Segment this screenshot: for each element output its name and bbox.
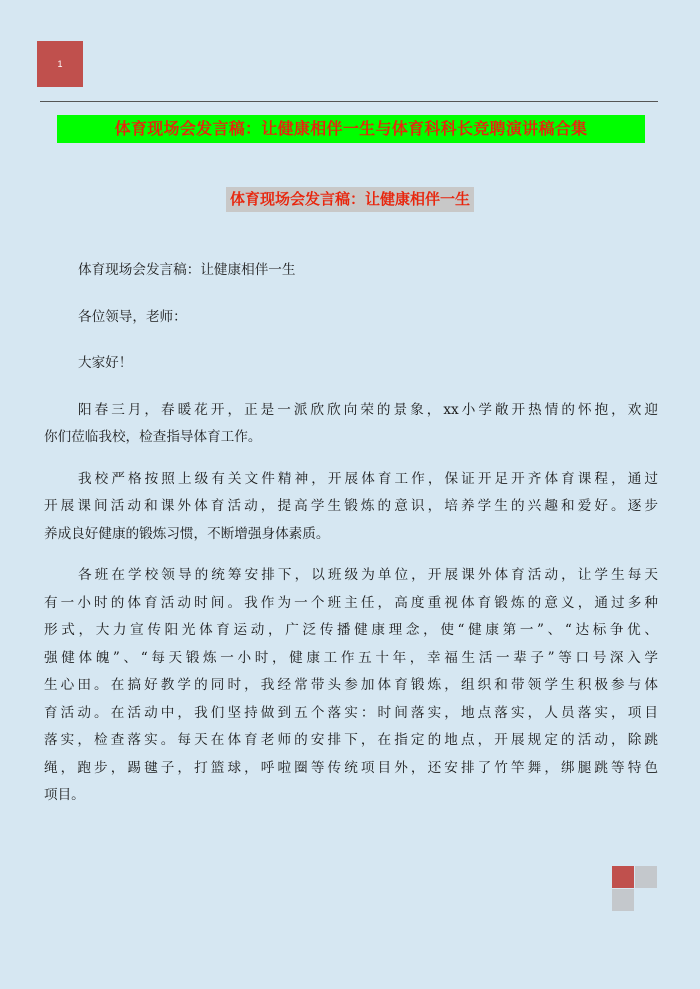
paragraph-line: 各班在学校领导的统筹安排下，以班级为单位，开展课外体育活动，让学生每天 xyxy=(78,567,658,583)
corner-decoration xyxy=(612,866,658,912)
page-number-badge: 1 xyxy=(37,41,83,87)
paragraph-line: 你们莅临我校，检查指导体育工作。 xyxy=(44,429,262,445)
paragraph-line: 落实，检查落实。每天在体育老师的安排下，在指定的地点，开展规定的活动，除跳 xyxy=(44,732,658,748)
paragraph-line: 生心田。在搞好教学的同时，我经常带头参加体育锻炼，组织和带领学生积极参与体 xyxy=(44,677,658,693)
salutation-line: 各位领导，老师： xyxy=(78,308,187,325)
greeting-line: 大家好！ xyxy=(78,355,133,371)
paragraph-line: 有一小时的体育活动时间。我作为一个班主任，高度重视体育锻炼的意义，通过多种 xyxy=(44,594,658,611)
speech-heading-line: 体育现场会发言稿：让健康相伴一生 xyxy=(78,262,296,278)
document-title: 体育现场会发言稿：让健康相伴一生与体育科科长竞聘演讲稿合集 xyxy=(57,115,645,143)
paragraph-3 xyxy=(44,562,658,810)
paragraph-line: 我校严格按照上级有关文件精神，开展体育工作，保证开足开齐体育课程，通过 xyxy=(78,470,658,487)
paragraph-line: 项目。 xyxy=(44,787,85,803)
document-body xyxy=(44,257,658,824)
paragraph-line: 育活动。在活动中，我们坚持做到五个落实：时间落实，地点落实，人员落实，项目 xyxy=(44,704,658,721)
decor-square-grey xyxy=(635,866,657,888)
paragraph-line: 绳，跑步，踢毽子，打篮球，呼啦圈等传统项目外，还安排了竹竿舞，绑腿跳等特色 xyxy=(44,759,658,776)
paragraph-1 xyxy=(44,397,658,452)
section-title: 体育现场会发言稿：让健康相伴一生 xyxy=(226,187,474,212)
paragraph-line: 强健体魄”、“每天锻炼一小时，健康工作五十年，幸福生活一辈子”等口号深入学 xyxy=(44,649,658,666)
decor-square-grey xyxy=(612,889,634,911)
decor-square-red xyxy=(612,866,634,888)
paragraph-line: 开展课间活动和课外体育活动，提高学生锻炼的意识，培养学生的兴趣和爱好。逐步 xyxy=(44,498,658,514)
paragraph-line: 阳春三月，春暖花开，正是一派欣欣向荣的景象，xx小学敞开热情的怀抱，欢迎 xyxy=(78,401,658,418)
paragraph-line: 形式，大力宣传阳光体育运动，广泛传播健康理念，使“健康第一”、“达标争优、 xyxy=(44,622,658,638)
section-title-container xyxy=(0,187,700,212)
paragraph-2 xyxy=(44,466,658,549)
header-divider xyxy=(40,101,658,102)
paragraph-line: 养成良好健康的锻炼习惯，不断增强身体素质。 xyxy=(44,525,330,542)
